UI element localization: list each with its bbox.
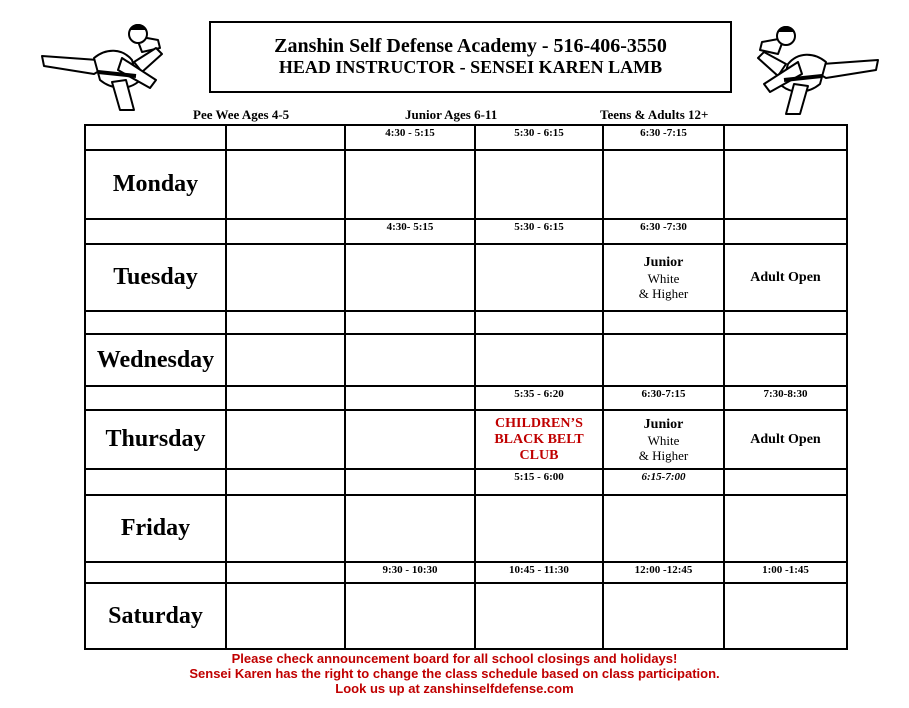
day-tuesday: Tuesday — [85, 244, 226, 311]
tuesday-times-row — [85, 219, 847, 244]
time-cell: 10:45 - 11:30 — [475, 562, 603, 583]
time-cell: 5:15 - 6:00 — [475, 469, 603, 495]
adult-open-cell: Adult Open — [724, 244, 847, 311]
time-cell: 12:00 -12:45 — [603, 562, 724, 583]
age-group-pee-wee: Pee Wee Ages 4-5 — [193, 107, 290, 122]
saturday-times-row — [85, 562, 847, 583]
footer-notes — [0, 651, 909, 696]
thursday-row — [85, 410, 847, 469]
head-instructor: HEAD INSTRUCTOR - SENSEI KAREN LAMB — [278, 57, 663, 77]
junior-class-level: & Higher — [638, 447, 689, 463]
footer-closings-note: Please check announcement board for all school closings and holidays! — [231, 651, 678, 666]
time-cell: 6:30 -7:15 — [603, 125, 724, 150]
time-cell: 9:30 - 10:30 — [345, 562, 475, 583]
academy-name: Zanshin Self Defense Academy - 516-406-3550 — [274, 35, 667, 57]
day-friday: Friday — [85, 495, 226, 562]
age-group-teens-adults: Teens & Adults 12+ — [600, 107, 709, 122]
black-belt-club-cell — [475, 410, 603, 469]
footer-website: Look us up at zanshinselfdefense.com — [335, 681, 574, 696]
wednesday-times-row — [85, 311, 847, 334]
thursday-times-row — [85, 386, 847, 410]
monday-row — [85, 150, 847, 219]
academy-title-box — [209, 21, 732, 93]
time-cell: 5:30 - 6:15 — [475, 125, 603, 150]
adult-open-cell: Adult Open — [724, 410, 847, 469]
time-cell: 4:30 - 5:15 — [345, 125, 475, 150]
day-monday: Monday — [85, 150, 226, 219]
monday-times-row — [85, 125, 847, 150]
day-saturday: Saturday — [85, 583, 226, 649]
wednesday-row — [85, 334, 847, 386]
friday-times-row — [85, 469, 847, 495]
time-cell: 1:00 -1:45 — [724, 562, 847, 583]
time-cell: 6:15-7:00 — [603, 469, 724, 495]
black-belt-club-line2: BLACK BELT — [494, 431, 584, 447]
black-belt-club-line1: CHILDREN’S — [495, 415, 583, 431]
time-cell: 6:30-7:15 — [603, 386, 724, 410]
friday-row — [85, 495, 847, 562]
time-cell: 5:35 - 6:20 — [475, 386, 603, 410]
junior-class-title: Junior — [643, 416, 684, 432]
junior-class-belt: White — [647, 270, 680, 286]
time-cell: 5:30 - 6:15 — [475, 219, 603, 244]
junior-class-belt: White — [647, 432, 680, 448]
karate-kick-figure-right-icon — [752, 18, 882, 120]
footer-schedule-change-note: Sensei Karen has the right to change the class schedule based on class participation. — [189, 666, 720, 681]
black-belt-club-line3: CLUB — [519, 447, 559, 463]
time-cell: 4:30- 5:15 — [345, 219, 475, 244]
day-thursday: Thursday — [85, 410, 226, 469]
time-cell: 6:30 -7:30 — [603, 219, 724, 244]
junior-class-level: & Higher — [638, 285, 689, 301]
junior-class-title: Junior — [643, 254, 684, 270]
tuesday-row — [85, 244, 847, 311]
day-wednesday: Wednesday — [85, 334, 226, 386]
saturday-row — [85, 583, 847, 649]
karate-kick-figure-left-icon — [38, 18, 168, 116]
time-cell: 7:30-8:30 — [724, 386, 847, 410]
class-schedule-table — [84, 124, 848, 650]
junior-class-cell — [603, 410, 724, 469]
junior-class-cell — [603, 244, 724, 311]
age-group-junior: Junior Ages 6-11 — [405, 107, 498, 122]
